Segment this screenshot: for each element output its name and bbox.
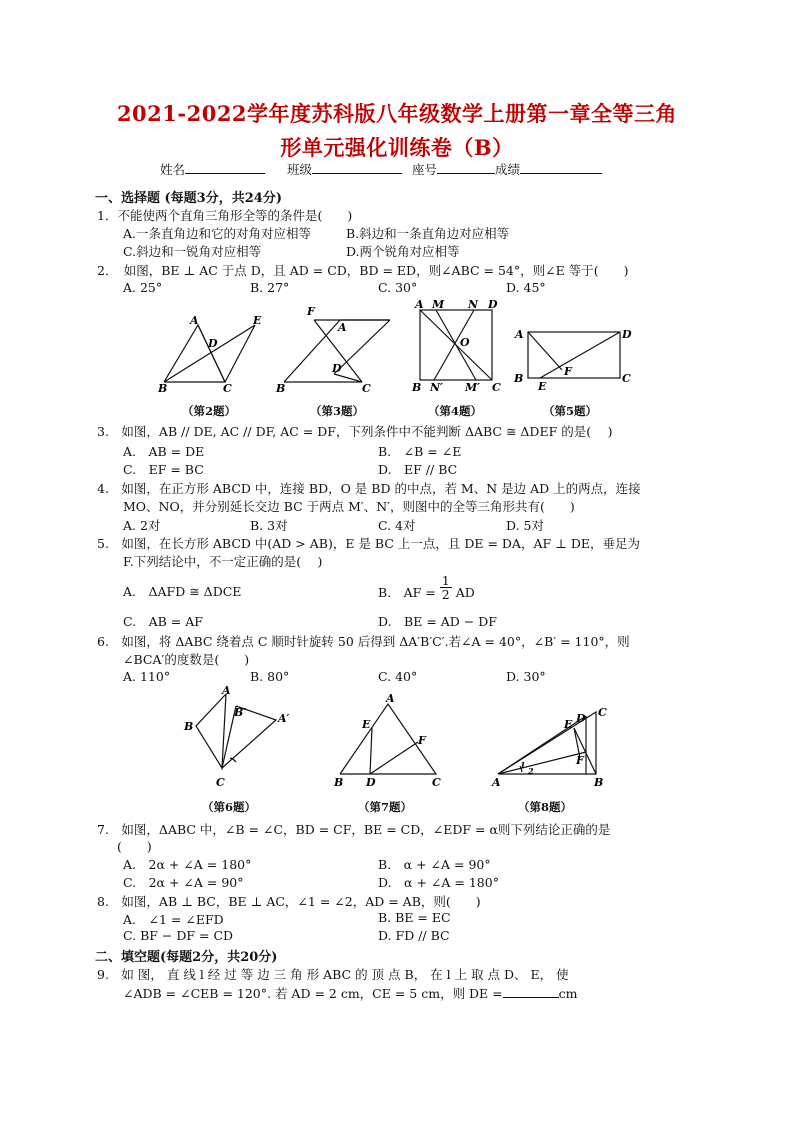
q9-unit: cm	[558, 986, 578, 1001]
f3-label-C: C	[362, 382, 371, 395]
q3-option-b: B. ∠B = ∠E	[378, 444, 462, 459]
q5-stem-1: 5. 如图，在长方形 ABCD 中(AD > AB)，E 是 BC 上一点，且 DE = DA，AF ⊥ DE，垂足为	[97, 536, 641, 551]
q6-option-c: C. 40°	[378, 669, 418, 684]
f5-label-F: F	[564, 365, 572, 378]
q6-stem-2: ∠BCA′的度数是( )	[123, 652, 250, 667]
figure-q3	[274, 300, 404, 400]
q4-option-d: D. 5对	[506, 518, 544, 533]
f8-label-D: D	[576, 712, 586, 725]
q7-option-d: D. α + ∠A = 180°	[378, 875, 499, 890]
figure-q5	[510, 320, 640, 395]
f3-label-D: D	[332, 362, 342, 375]
f3-label-F: F	[307, 305, 315, 318]
f4-label-M-prime: M′	[465, 381, 481, 394]
student-info	[160, 160, 602, 178]
f6-label-B: B	[184, 720, 194, 733]
q7-option-b: B. α + ∠A = 90°	[378, 857, 491, 872]
f7-label-F: F	[418, 734, 426, 747]
q2-option-b: B. 27°	[250, 280, 290, 295]
f7-label-A: A	[386, 692, 395, 705]
caption-q5: （第5题）	[543, 404, 598, 418]
f8-label-B: B	[594, 776, 604, 789]
score-field[interactable]	[520, 161, 602, 174]
f2-label-B: B	[158, 382, 168, 395]
class-label: 班级	[287, 162, 313, 177]
f8-label-C: C	[598, 706, 607, 719]
title-line-2: 形单元强化训练卷（B）	[280, 135, 514, 160]
q2-option-a: A. 25°	[123, 280, 163, 295]
q4-option-a: A. 2对	[123, 518, 161, 533]
f4-label-M: M	[432, 298, 445, 311]
class-field[interactable]	[312, 161, 402, 174]
seat-field[interactable]	[437, 161, 495, 174]
caption-q4: （第4题）	[428, 404, 483, 418]
q7-paren: ( )	[117, 839, 152, 854]
f7-label-C: C	[432, 776, 441, 789]
f8-label-F: F	[576, 754, 584, 767]
q1-option-d: D.两个锐角对应相等	[346, 244, 460, 259]
q5-option-d: D. BE = AD − DF	[378, 614, 497, 629]
title-line-1: 2021-2022学年度苏科版八年级数学上册第一章全等三角	[116, 101, 678, 126]
f8-label-A: A	[492, 776, 501, 789]
q5-option-c: C. AB = AF	[123, 614, 203, 629]
f4-label-A: A	[415, 298, 424, 311]
f4-label-B: B	[412, 381, 422, 394]
f2-label-A: A	[190, 314, 199, 327]
section-1-heading: 一、选择题 (每题3分，共24分)	[95, 191, 282, 206]
f3-label-A: A	[338, 321, 347, 334]
score-label: 成绩	[495, 162, 521, 177]
caption-q2: （第2题）	[182, 404, 237, 418]
f5-label-E: E	[538, 380, 547, 393]
section-2-heading: 二、填空题(每题2分，共20分)	[95, 950, 278, 965]
q1-stem: 1．不能使两个直角三角形全等的条件是( )	[97, 208, 353, 223]
q3-option-d: D. EF // BC	[378, 462, 458, 477]
q8-option-b: B. BE = EC	[378, 910, 451, 925]
caption-q3: （第3题）	[310, 404, 365, 418]
name-label: 姓名	[160, 162, 186, 177]
f4-label-O: O	[460, 336, 470, 349]
q5-option-a: A. ΔAFD ≅ ΔDCE	[123, 584, 242, 599]
f4-label-C: C	[492, 381, 501, 394]
q9-answer-blank[interactable]	[503, 985, 559, 998]
figure-q8	[490, 706, 620, 796]
f5-label-D: D	[622, 328, 632, 341]
f2-label-D: D	[208, 337, 218, 350]
q4-option-b: B. 3对	[250, 518, 288, 533]
q2-option-c: C. 30°	[378, 280, 418, 295]
figure-q6	[178, 686, 298, 796]
q9-stem-2-wrap	[123, 984, 578, 1002]
f4-label-D: D	[488, 298, 498, 311]
q3-stem: 3. 如图，AB // DE, AC // DF, AC = DF，下列条件中不能判断 ΔABC ≅ ΔDEF 的是( )	[97, 424, 613, 439]
q4-stem-1: 4. 如图，在正方形 ABCD 中，连接 BD，O 是 BD 的中点，若 M、N 是边 AD 上的两点，连接	[97, 481, 641, 496]
figure-q2	[150, 300, 290, 400]
f3-label-B: B	[276, 382, 286, 395]
figure-q7	[330, 692, 450, 792]
q1-option-b: B.斜边和一条直角边对应相等	[346, 226, 510, 241]
q6-option-b: B. 80°	[250, 669, 290, 684]
f7-label-B: B	[334, 776, 344, 789]
q8-stem: 8. 如图，AB ⊥ BC，BE ⊥ AC，∠1 = ∠2，AD = AB，则( )	[97, 894, 481, 909]
seat-label: 座号	[412, 162, 438, 177]
f2-label-E: E	[253, 314, 262, 327]
q5-stem-2: F.下列结论中，不一定正确的是( )	[123, 554, 323, 569]
q6-option-d: D. 30°	[506, 669, 546, 684]
f8-label-E: E	[564, 718, 573, 731]
q1-option-a: A.一条直角边和它的对角对应相等	[123, 226, 312, 241]
f6-label-A-prime: A′	[278, 712, 290, 725]
f4-label-N-prime: N′	[430, 381, 443, 394]
f5-label-A: A	[515, 328, 524, 341]
q8-option-d: D. FD // BC	[378, 928, 450, 943]
name-field[interactable]	[185, 161, 265, 174]
q9-stem-1: 9. 如 图， 直 线 l 经 过 等 边 三 角 形 ABC 的 顶 点 B， 在 l 上 取 点 D、 E， 使	[97, 967, 569, 982]
q3-option-c: C. EF = BC	[123, 462, 204, 477]
q4-stem-2: MO、NO，并分别延长交边 BC 于两点 M′、N′，则图中的全等三角形共有( )	[123, 499, 575, 514]
q4-option-c: C. 4对	[378, 518, 416, 533]
q2-stem: 2． 如图，BE ⊥ AC 于点 D，且 AD = CD，BD = ED，则∠ABC = 54°，则∠E 等于( )	[97, 263, 629, 278]
f6-label-C: C	[216, 776, 225, 789]
q2-option-d: D. 45°	[506, 280, 546, 295]
q7-option-c: C. 2α + ∠A = 90°	[123, 875, 244, 890]
q7-option-a: A. 2α + ∠A = 180°	[123, 857, 252, 872]
caption-q7: （第7题）	[358, 800, 413, 814]
q6-stem-1: 6. 如图，将 ΔABC 绕着点 C 顺时针旋转 50 后得到 ΔA′B′C′.若∠A = 40°，∠B′ = 110°，则	[97, 634, 630, 649]
f5-label-C: C	[622, 372, 631, 385]
f5-label-B: B	[514, 372, 524, 385]
f4-label-N: N	[468, 298, 479, 311]
f7-label-D: D	[366, 776, 376, 789]
q6-option-a: A. 110°	[123, 669, 171, 684]
q5-option-b: B. AF = $\frac{1}{2}$ AD	[378, 573, 475, 602]
caption-q6: （第6题）	[202, 800, 257, 814]
figure-q4	[410, 296, 510, 396]
q8-option-a: A. ∠1 = ∠EFD	[123, 912, 224, 927]
q9-stem-2: ∠ADB = ∠CEB = 120°. 若 AD = 2 cm，CE = 5 cm，则 DE =	[123, 986, 503, 1001]
f2-label-C: C	[223, 382, 232, 395]
q3-option-a: A. AB = DE	[123, 444, 205, 459]
q8-option-c: C. BF − DF = CD	[123, 928, 234, 943]
f6-label-A: A	[222, 684, 231, 697]
caption-q8: （第8题）	[518, 800, 573, 814]
f6-label-B-prime: B′	[234, 706, 247, 719]
q7-stem: 7. 如图，ΔABC 中，∠B = ∠C，BD = CF，BE = CD，∠EDF = α则下列结论正确的是	[97, 822, 611, 837]
f7-label-E: E	[362, 718, 371, 731]
f8-label-angle-2: 2	[528, 766, 534, 776]
f8-label-angle-1: 1	[520, 760, 526, 770]
q1-option-c: C.斜边和一锐角对应相等	[123, 244, 262, 259]
